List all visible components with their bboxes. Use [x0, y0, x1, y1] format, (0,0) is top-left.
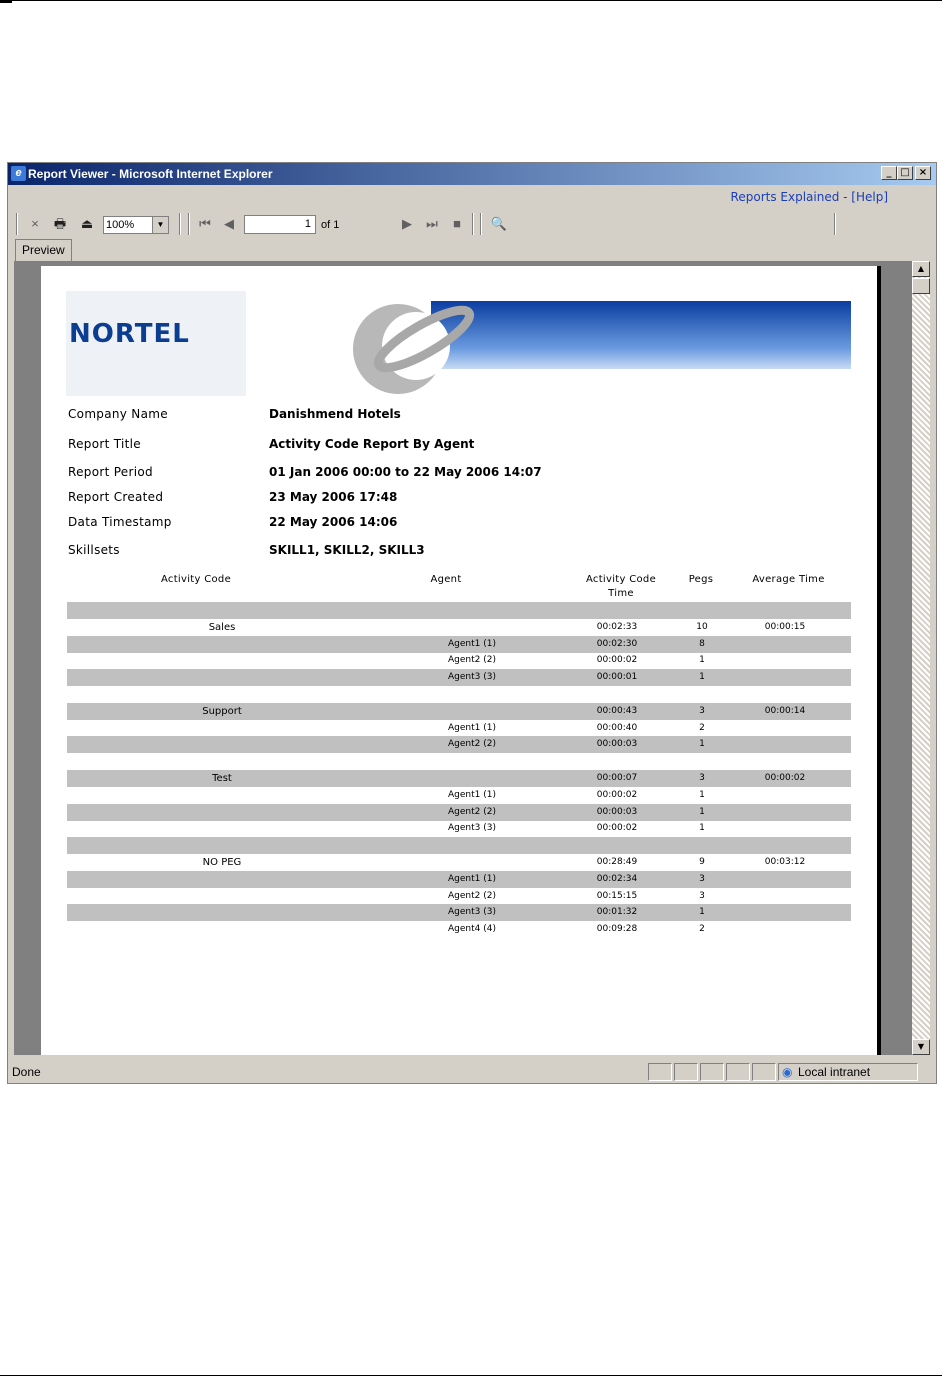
- stop-render-icon[interactable]: ■: [453, 216, 461, 231]
- table-row: [67, 888, 851, 905]
- scroll-thumb[interactable]: [912, 278, 930, 294]
- cell-agent: Agent2 (2): [448, 806, 496, 817]
- document-top-rule: [0, 0, 942, 1]
- table-row: [67, 736, 851, 753]
- cell-time: 00:15:15: [596, 890, 638, 901]
- toolbar-separator: [834, 213, 836, 235]
- table-row: [67, 854, 851, 871]
- reports-help-link[interactable]: Reports Explained - [Help]: [730, 190, 888, 204]
- cell-time: 00:02:30: [596, 638, 638, 649]
- close-button[interactable]: ×: [915, 166, 931, 180]
- cell-pegs: 8: [699, 638, 705, 649]
- header-banner: [431, 301, 851, 369]
- toolbar-separator: [188, 213, 190, 235]
- cell-time: 00:01:32: [596, 907, 638, 918]
- tab-row: [8, 237, 936, 261]
- cell-pegs: 2: [699, 924, 705, 935]
- toolbar-separator: [16, 213, 18, 235]
- toolbar-separator: [480, 213, 482, 235]
- status-bar: [8, 1061, 936, 1083]
- nortel-logo: [66, 291, 246, 396]
- status-pane: [674, 1063, 698, 1081]
- cell-agent: Agent3 (3): [448, 672, 496, 683]
- table-row: [67, 686, 851, 703]
- report-page: [41, 266, 881, 1055]
- table-row: [67, 669, 851, 686]
- document-top-mark: [0, 0, 12, 3]
- page-count: of 1: [321, 219, 340, 231]
- table-row: [67, 837, 851, 854]
- col-average-time: Average Time: [752, 574, 825, 585]
- cell-time: 00:28:49: [596, 857, 638, 867]
- prev-page-icon[interactable]: ◀: [224, 216, 234, 231]
- cell-pegs: 1: [699, 823, 705, 834]
- field-label: Report Created: [68, 490, 164, 504]
- status-pane: [726, 1063, 750, 1081]
- next-page-icon[interactable]: ▶: [402, 216, 412, 231]
- ie-app-icon: e: [11, 166, 26, 181]
- cell-activity-code: NO PEG: [202, 857, 242, 868]
- chevron-down-icon[interactable]: ▼: [152, 217, 168, 233]
- cell-time: 00:00:40: [596, 722, 638, 733]
- cell-pegs: 1: [699, 672, 705, 683]
- col-activity-code-time-line1: Activity Code: [585, 574, 657, 585]
- window-title: Report Viewer - Microsoft Internet Explorer: [28, 167, 273, 181]
- field-value: Danishmend Hotels: [269, 407, 401, 421]
- cell-pegs: 3: [699, 773, 705, 783]
- cell-pegs: 1: [699, 739, 705, 750]
- cell-activity-code: Support: [202, 705, 242, 717]
- cell-agent: Agent3 (3): [448, 907, 496, 918]
- table-row: [67, 770, 851, 787]
- tab-preview[interactable]: Preview: [15, 239, 72, 262]
- cell-time: 00:00:02: [596, 789, 638, 800]
- status-text: Done: [12, 1065, 41, 1079]
- logo-text: NORTEL: [69, 319, 190, 349]
- cell-agent: Agent2 (2): [448, 739, 496, 750]
- status-pane: [700, 1063, 724, 1081]
- field-label: Data Timestamp: [68, 515, 172, 529]
- cell-average-time: 00:00:14: [764, 705, 806, 716]
- cell-time: 00:02:34: [596, 873, 638, 884]
- toolbar-separator: [179, 213, 181, 235]
- cell-time: 00:00:01: [596, 672, 638, 683]
- report-viewer-pane[interactable]: [14, 261, 930, 1055]
- cell-pegs: 1: [699, 806, 705, 817]
- minimize-button[interactable]: _: [881, 166, 897, 180]
- cell-agent: Agent1 (1): [448, 789, 496, 800]
- table-row: [67, 921, 851, 938]
- print-icon[interactable]: 🖶: [53, 216, 67, 231]
- toolbar-separator: [472, 213, 474, 235]
- field-value: SKILL1, SKILL2, SKILL3: [269, 543, 425, 557]
- col-activity-code: Activity Code: [160, 574, 232, 585]
- field-value: 22 May 2006 14:06: [269, 515, 398, 529]
- cell-pegs: 1: [699, 655, 705, 666]
- cell-time: 00:02:33: [596, 621, 638, 632]
- cell-pegs: 3: [699, 890, 705, 901]
- maximize-button[interactable]: □: [897, 166, 913, 180]
- field-label: Company Name: [68, 407, 168, 421]
- table-row: [67, 871, 851, 888]
- table-row: [67, 602, 851, 619]
- scroll-up-icon[interactable]: ▲: [912, 261, 930, 277]
- cell-agent: Agent1 (1): [448, 722, 496, 733]
- field-value: Activity Code Report By Agent: [269, 437, 475, 451]
- table-row: [67, 652, 851, 669]
- title-bar[interactable]: [8, 163, 936, 185]
- table-row: [67, 703, 851, 720]
- status-pane: [648, 1063, 672, 1081]
- globemark-icon: [346, 291, 476, 401]
- cell-time: 00:00:02: [596, 823, 638, 834]
- table-row: [67, 820, 851, 837]
- field-value: 23 May 2006 17:48: [269, 490, 398, 504]
- cell-time: 00:09:28: [596, 924, 638, 935]
- cell-average-time: 00:03:12: [764, 857, 806, 867]
- cell-agent: Agent2 (2): [448, 655, 496, 666]
- cell-average-time: 00:00:15: [764, 621, 806, 632]
- table-row: [67, 753, 851, 770]
- cell-pegs: 10: [696, 621, 708, 632]
- field-label: Skillsets: [68, 543, 120, 557]
- table-row: [67, 787, 851, 804]
- page-number-input[interactable]: 1: [244, 215, 316, 234]
- link-bar: [8, 185, 936, 207]
- status-pane: [752, 1063, 776, 1081]
- cell-pegs: 3: [699, 705, 705, 716]
- scroll-down-icon[interactable]: ▼: [912, 1039, 930, 1055]
- table-row: [67, 804, 851, 821]
- security-zone: Local intranet: [798, 1065, 871, 1079]
- cell-time: 00:00:03: [596, 806, 638, 817]
- globe-zone-icon: ◉: [782, 1065, 793, 1079]
- table-row: [67, 720, 851, 737]
- export-icon[interactable]: ⏏: [80, 216, 94, 231]
- field-label: Report Title: [68, 437, 141, 451]
- first-page-icon[interactable]: ⏮: [199, 216, 211, 231]
- cell-time: 00:00:03: [596, 739, 638, 750]
- cell-agent: Agent1 (1): [448, 873, 496, 884]
- col-activity-code-time-line2: Time: [608, 588, 634, 599]
- cell-time: 00:00:07: [596, 773, 638, 783]
- cell-time: 00:00:43: [596, 705, 638, 716]
- cell-time: 00:00:02: [596, 655, 638, 666]
- zoom-select[interactable]: [103, 216, 169, 234]
- ie-window: [7, 162, 937, 1084]
- field-value: 01 Jan 2006 00:00 to 22 May 2006 14:07: [269, 465, 542, 479]
- cell-pegs: 3: [699, 873, 705, 884]
- cell-agent: Agent4 (4): [448, 924, 496, 935]
- cell-activity-code: Sales: [208, 621, 236, 633]
- cell-pegs: 2: [699, 722, 705, 733]
- col-agent: Agent: [430, 574, 462, 585]
- vertical-scrollbar[interactable]: [912, 261, 930, 1055]
- stop-icon[interactable]: ×: [31, 216, 39, 231]
- cell-pegs: 1: [699, 907, 705, 918]
- cell-agent: Agent1 (1): [448, 638, 496, 649]
- table-row: [67, 619, 851, 636]
- cell-pegs: 9: [699, 857, 705, 867]
- table-row: [67, 904, 851, 921]
- cell-activity-code: Test: [212, 773, 232, 784]
- cell-agent: Agent3 (3): [448, 823, 496, 834]
- cell-agent: Agent2 (2): [448, 890, 496, 901]
- report-toolbar: [8, 209, 936, 237]
- table-row: [67, 636, 851, 653]
- cell-average-time: 00:00:02: [764, 773, 806, 783]
- col-pegs: Pegs: [688, 574, 714, 585]
- find-binoculars-icon[interactable]: 🔍: [490, 216, 508, 231]
- last-page-icon[interactable]: ⏭: [426, 216, 438, 231]
- field-label: Report Period: [68, 465, 153, 479]
- cell-pegs: 1: [699, 789, 705, 800]
- zoom-value: 100%: [106, 219, 135, 231]
